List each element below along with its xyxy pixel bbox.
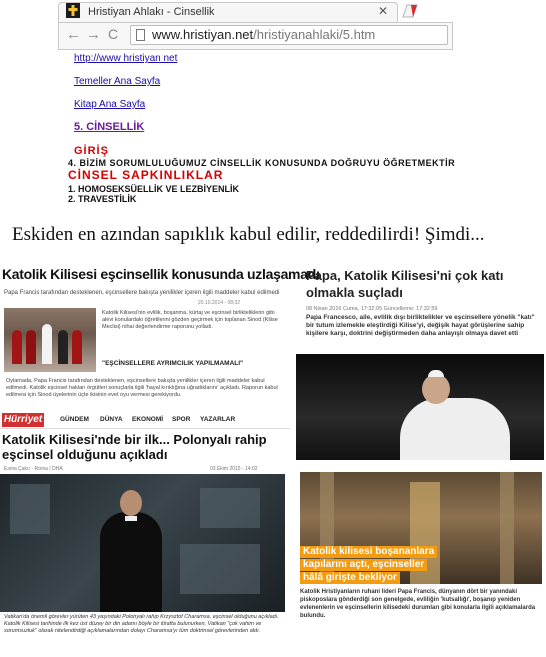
reload-icon[interactable]: C [108, 26, 119, 42]
intro-title: GİRİŞ [74, 145, 109, 157]
menu-item-gundem[interactable]: GÜNDEM [60, 416, 89, 423]
cardinals-photo [4, 308, 96, 372]
menu-item-ekonomi[interactable]: EKONOMİ [132, 416, 164, 423]
menu-item-dunya[interactable]: DÜNYA [100, 416, 123, 423]
priest-head [120, 490, 142, 516]
sub-item-2: 2. TRAVESTİLİK [68, 194, 137, 204]
meta-c: 08 Nisan 2016 Cuma, 17:32:05 Güncelleme: 17:32:59 [306, 306, 438, 312]
page-icon [136, 29, 145, 41]
headline-b: Katolik Kilisesi'nde bir ilk... Polonyalı rahip eşcinsel olduğunu açıkladı [2, 432, 267, 462]
subline-a: Papa Francis tarafından desteklenen, eşcinsellere bakışta yenilikler içeren ilgili maddeler kabul edilmedi [4, 290, 280, 296]
url-text[interactable] [152, 27, 375, 42]
meta-b: Esma Çakır - Roma / DHA [4, 466, 63, 472]
link-book[interactable]: Kitap Ana Sayfa [74, 99, 146, 110]
caption: Eskiden en azından sapıklık kabul edilir, reddedilirdi! Şimdi... [12, 224, 485, 245]
link-home[interactable]: http://www hristiyan net [74, 53, 178, 64]
quote-a: "EŞCİNSELLERE AYRIMCILIK YAPILMAMALI" [102, 360, 244, 367]
sub-item-1: 1. HOMOSEKSÜELLİK VE LEZBİYENLİK [68, 184, 240, 194]
headline-a: Katolik Kilisesi eşcinsellik konusunda uzlaşamadı [2, 266, 320, 282]
link-basics[interactable]: Temeller Ana Sayfa [74, 76, 161, 87]
close-tab-icon[interactable]: ✕ [378, 4, 389, 18]
tab-title: Hristiyan Ahlakı - Cinsellik [88, 6, 215, 18]
url-host: www.hristiyan.net [152, 27, 254, 42]
body-a: Katolik Kilisesi'nin evlilik, boşanma, kürtaj ve eşcinsel birlikteliklerin gibi alevi konulardaki öğretilerini gözden geçirmek için toplanan Sinod (Kilise Meclisi) nihai değerlendirme raporunu yolladı. [102, 310, 278, 330]
url-path: /hristiyanahlaki/5.htm [253, 27, 376, 42]
priest-collar [125, 516, 137, 521]
banner-line-1: Katolik kilisesi boşananlara [300, 546, 437, 558]
hurriyet-logo: Hürriyet [3, 414, 43, 425]
pope-cap [428, 370, 444, 377]
pope-figure [400, 398, 510, 460]
cross-icon [66, 3, 80, 18]
body-c: Papa Francesco, aile, evlilik dışı birliktelikler ve eşcinsellere yönelik "katı" bir tutum izlemekle eleştirdiği Kilise'yi, değişik hayat görüşlerine sahip kişilere karşı, doktrini değiştirmeden daha anlayışlı olmaya davet etti [306, 314, 535, 337]
menu-item-spor[interactable]: SPOR [172, 416, 191, 423]
body-a2: Oylamada, Papa Francis tarafından desteklenen, eşcinsellere bakışta yenilikler içeren ilgili maddeler kabul edilmedi. Katolik eşcinsel hakları örgütleri sonuçlarla ilgili 'hayal kırıklığına uğradıklarını' açıkladı. Raporun kabul edilmesi için Sinod üyelerinin üçte ikisinin evet oyu vermesi gerekiyordu. [6, 378, 278, 398]
body-b: Vatikan'da önemli görevler yürüten 43 yaşındaki Polonyalı rahip Krzysztof Charamsa, eşcinsel olduğunu açıkladı. Katolik Kilisesi tarihinde ilk kez üst düzey bir din adamı böyle bir itirafta bulunurken, Vatikan "çok vahim ve sorumsuzluk" olarak nitelendirdiği açıklamalarından dolayı Charamsa'yı tüm doktrinsel görevlerinden aldı. [4, 614, 279, 634]
perversions-title: CİNSEL SAPKINLIKLAR [68, 168, 224, 182]
forward-icon[interactable]: → [86, 26, 101, 43]
date-b: 03 Ekim 2015 - 14:02 [210, 466, 258, 472]
banner-line-3: hâlâ girişte bekliyor [300, 572, 400, 584]
banner-line-2: kapılarını açtı, eşcinseller [300, 559, 427, 571]
pope-head [422, 374, 450, 404]
date-a: 20.10.2014 - 08:32 [198, 300, 240, 306]
priest-figure [100, 512, 162, 612]
item-4-heading: 4. BİZİM SORUMLULUĞUMUZ CİNSELLİK KONUSUNDA DOĞRUYU ÖĞRETMEKTİR [68, 158, 456, 168]
menu-item-yazarlar[interactable]: YAZARLAR [200, 416, 236, 423]
body-d: Katolik Hristiyanların ruhani lideri Papa Francis, dünyanın dört bir yanındaki piskoposlara gönderdiği son genelgede, evliliğin 'kutsallığı', boşanıp yeniden evlenenlerin ve eşcinsellerin kilisedeki durumları gibi konularla ilgili açıklamalarda bulundu. [300, 589, 536, 619]
section-title-link[interactable]: 5. CİNSELLİK [74, 121, 145, 133]
back-icon[interactable]: ← [66, 26, 81, 43]
new-tab-icon[interactable] [402, 4, 418, 18]
headline-c: Papa, Katolik Kilisesi'ni çok katı olmakla suçladı [306, 268, 504, 300]
